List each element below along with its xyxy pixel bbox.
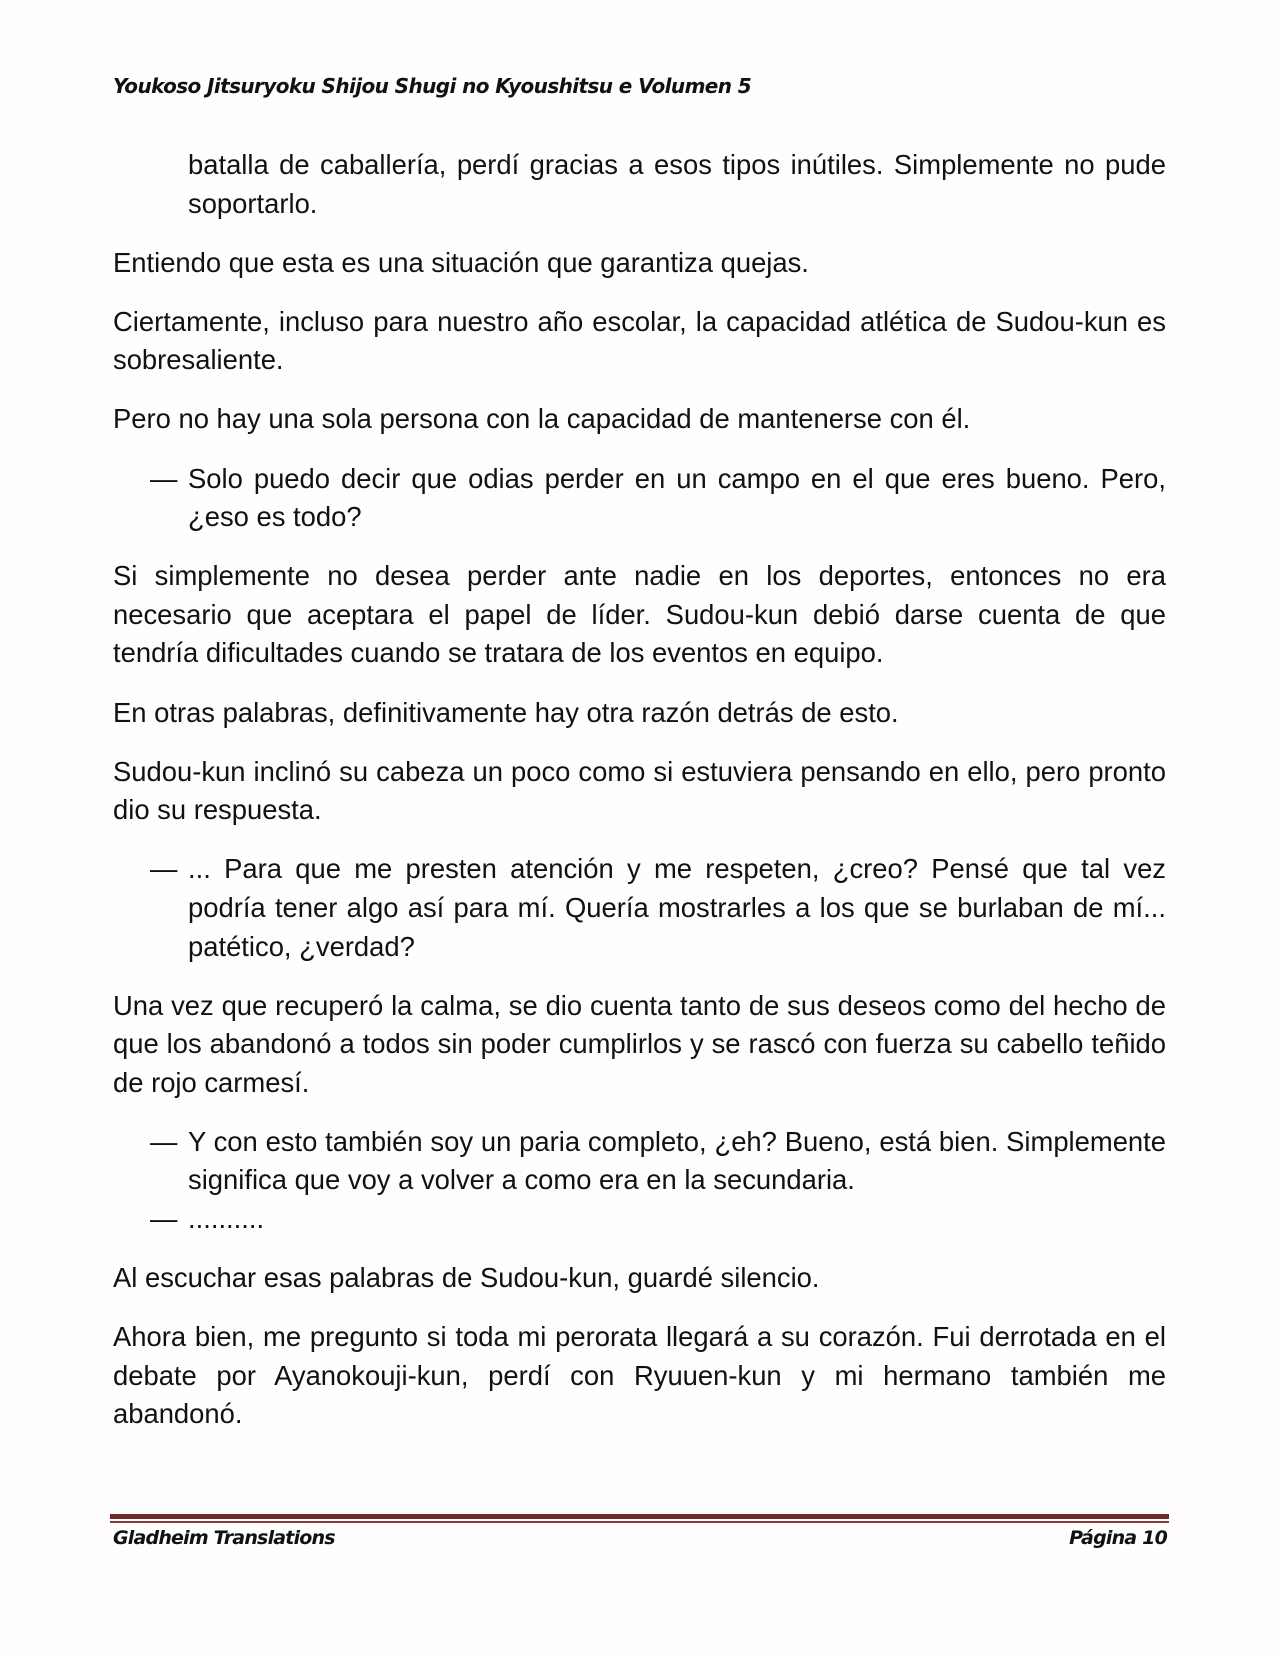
paragraph: En otras palabras, definitivamente hay otra razón detrás de esto.	[113, 696, 899, 728]
dialogue-text: ... Para que me presten atención y me respeten, ¿creo? Pensé que tal vez podría tener algo así para mí. Quería mostrarles a los que se burlaban de mí... patético, ¿verdad?	[188, 853, 1166, 962]
paragraph: Al escuchar esas palabras de Sudou-kun, guardé silencio.	[113, 1262, 820, 1294]
footer-rule-thick	[110, 1514, 1169, 1519]
page-number: Página 10	[1069, 1527, 1167, 1549]
page-body	[113, 146, 1166, 1455]
dialogue-dash: —	[150, 462, 178, 494]
dialogue-text: Solo puedo decir que odias perder en un campo en el que eres bueno. Pero, ¿eso es todo?	[188, 462, 1166, 533]
paragraph: Si simplemente no desea perder ante nadie en los deportes, entonces no era necesario que aceptara el papel de líder. Sudou-kun debió darse cuenta de que tendría dificultades cuando se tratara de los eventos en equipo.	[113, 560, 1166, 669]
footer-credit: Gladheim Translations	[113, 1527, 335, 1549]
footer-rule-thin	[110, 1521, 1169, 1523]
running-header: Youkoso Jitsuryoku Shijou Shugi no Kyoushitsu e Volumen 5	[113, 74, 752, 98]
paragraph: Ciertamente, incluso para nuestro año escolar, la capacidad atlética de Sudou-kun es sobresaliente.	[113, 305, 1166, 376]
dialogue-line	[113, 850, 1166, 966]
paragraph: Una vez que recuperó la calma, se dio cuenta tanto de sus deseos como del hecho de que los abandonó a todos sin poder cumplirlos y se rascó con fuerza su cabello teñido de rojo carmesí.	[113, 989, 1166, 1098]
dialogue-line	[113, 1123, 1166, 1200]
paragraph: Sudou-kun inclinó su cabeza un poco como si estuviera pensando en ello, pero pronto dio su respuesta.	[113, 755, 1166, 826]
dialogue-dash: —	[150, 853, 178, 885]
dialogue-dash: —	[150, 1125, 178, 1157]
paragraph: Ahora bien, me pregunto si toda mi perorata llegará a su corazón. Fui derrotada en el debate por Ayanokouji-kun, perdí con Ryuuen-kun y mi hermano también me abandonó.	[113, 1321, 1166, 1430]
paragraph: Pero no hay una sola persona con la capacidad de mantenerse con él.	[113, 403, 971, 435]
dialogue-line	[113, 460, 1166, 537]
dialogue-text: Y con esto también soy un paria completo, ¿eh? Bueno, está bien. Simplemente significa que voy a volver a como era en la secundaria.	[188, 1125, 1166, 1196]
continuation-paragraph: batalla de caballería, perdí gracias a esos tipos inútiles. Simplemente no pude soportarlo.	[188, 149, 1166, 219]
dialogue-line	[113, 1200, 1166, 1239]
paragraph: Entiendo que esta es una situación que garantiza quejas.	[113, 246, 809, 278]
dialogue-dash: —	[150, 1203, 178, 1235]
dialogue-text: ..........	[188, 1203, 265, 1235]
